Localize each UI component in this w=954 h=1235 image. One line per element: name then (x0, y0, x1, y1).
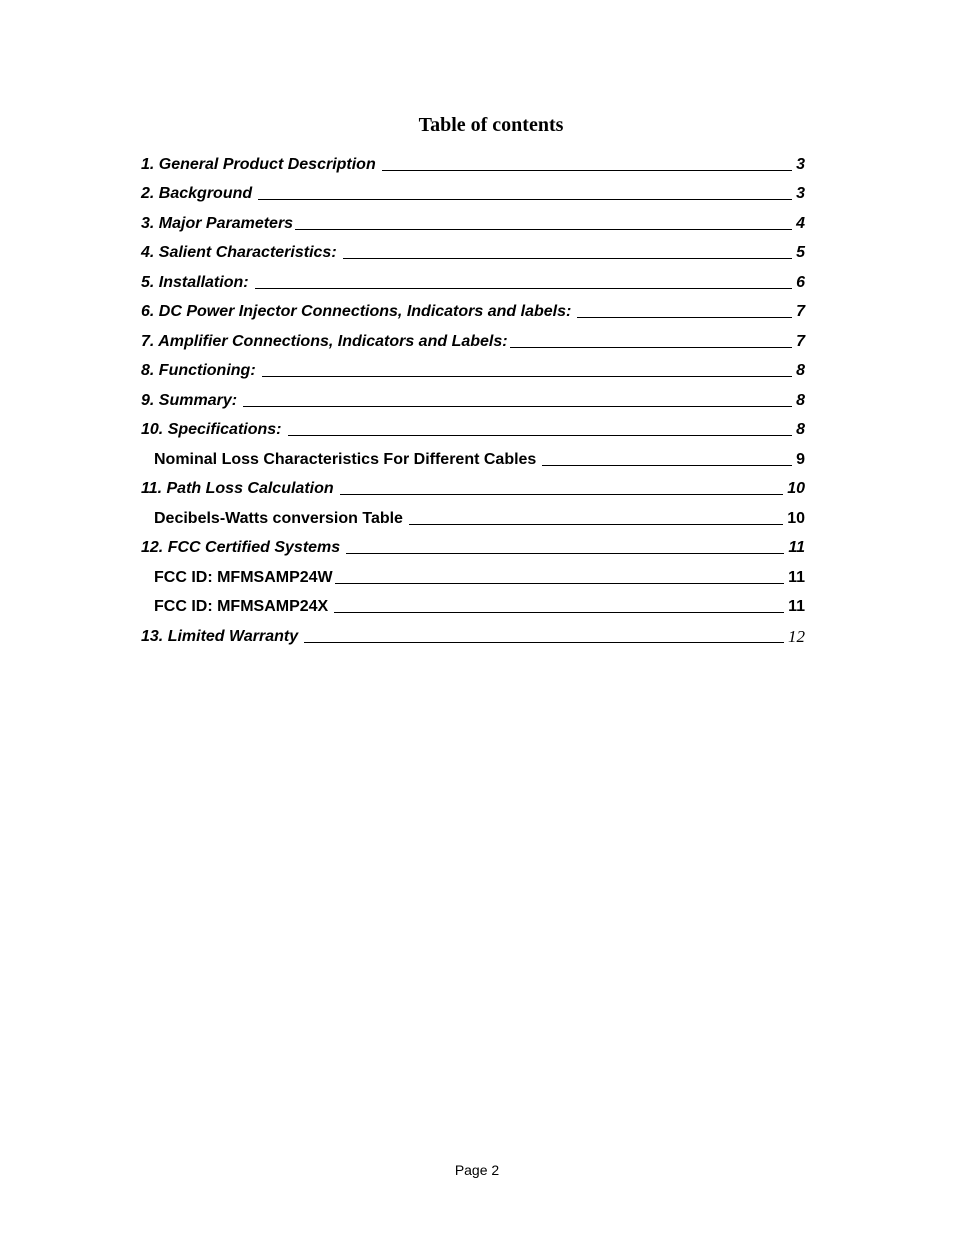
toc-entry[interactable] (141, 439, 805, 469)
toc-entry-page-number: 8 (796, 362, 805, 379)
toc-leader-line (577, 317, 792, 318)
toc-leader-line (382, 170, 792, 171)
toc-entry-page-number: 8 (796, 421, 805, 438)
toc-entry-page-number: 10 (787, 480, 805, 497)
toc-entry[interactable] (141, 557, 805, 587)
toc-entry-page-number: 5 (796, 244, 805, 261)
toc-entry-label: 13. Limited Warranty (141, 627, 299, 645)
toc-entry-label: FCC ID: MFMSAMP24W (154, 568, 333, 586)
toc-entry[interactable] (141, 528, 805, 558)
toc-entry[interactable] (141, 292, 805, 322)
toc-entry-page-number: 4 (796, 214, 805, 232)
toc-entry-label: 1. General Product Description (141, 155, 376, 173)
toc-entry-page-number: 11 (788, 598, 805, 615)
toc-entry[interactable] (141, 262, 805, 292)
toc-entry-page-number: 9 (796, 450, 805, 468)
toc-entry-page-number: 6 (796, 273, 805, 291)
toc-leader-line (510, 347, 793, 348)
toc-entry-label: 12. FCC Certified Systems (141, 539, 341, 556)
toc-leader-line (243, 406, 792, 407)
toc-entry[interactable] (141, 144, 805, 174)
toc-leader-line (343, 258, 792, 259)
toc-entry-label: 7. Amplifier Connections, Indicators and Labels: (141, 332, 508, 350)
toc-leader-line (542, 465, 792, 466)
toc-entry-label: 3. Major Parameters (141, 214, 294, 232)
toc-leader-line (262, 376, 792, 377)
toc-entry[interactable] (141, 616, 805, 646)
toc-leader-line (304, 642, 784, 643)
toc-entry-label: 2. Background (141, 185, 253, 202)
toc-entry-label: 11. Path Loss Calculation (141, 480, 334, 497)
toc-entry-page-number: 3 (796, 155, 805, 173)
toc-entry-page-number: 7 (796, 332, 805, 350)
toc-entry-page-number: 11 (788, 539, 805, 556)
toc-entry[interactable] (141, 233, 805, 263)
toc-entry-page-number: 11 (788, 568, 805, 586)
toc-leader-line (255, 288, 793, 289)
toc-leader-line (288, 435, 793, 436)
toc-entry[interactable] (141, 174, 805, 204)
toc-entry-label: 9. Summary: (141, 391, 238, 409)
toc-entry[interactable] (141, 321, 805, 351)
toc-entry[interactable] (141, 203, 805, 233)
toc-entry[interactable] (141, 498, 805, 528)
toc-entry-page-number: 3 (796, 185, 805, 202)
toc-entry-label: FCC ID: MFMSAMP24X (154, 598, 329, 615)
toc-list (141, 144, 805, 646)
toc-entry-label: 4. Salient Characteristics: (141, 244, 337, 261)
toc-entry[interactable] (141, 410, 805, 440)
toc-entry-label: Nominal Loss Characteristics For Different Cables (154, 450, 537, 468)
toc-entry-page-number: 7 (796, 303, 805, 320)
toc-leader-line (258, 199, 792, 200)
toc-entry[interactable] (141, 351, 805, 381)
page-number-footer: Page 2 (454, 1162, 500, 1178)
toc-leader-line (295, 229, 792, 230)
toc-entry-page-number: 10 (787, 509, 805, 527)
toc-leader-line (334, 612, 784, 613)
toc-entry-label: 10. Specifications: (141, 421, 282, 438)
toc-leader-line (346, 553, 784, 554)
toc-entry-page-number: 8 (796, 391, 805, 409)
toc-entry-page-number: 12 (788, 626, 805, 646)
toc-entry[interactable] (141, 380, 805, 410)
toc-leader-line (335, 583, 784, 584)
toc-title: Table of contents (418, 114, 564, 136)
toc-entry-label: 6. DC Power Injector Connections, Indicators and labels: (141, 303, 572, 320)
toc-entry-label: Decibels-Watts conversion Table (154, 509, 403, 527)
toc-entry-label: 5. Installation: (141, 273, 249, 291)
toc-leader-line (340, 494, 784, 495)
toc-entry[interactable] (141, 469, 805, 499)
toc-entry[interactable] (141, 587, 805, 617)
toc-leader-line (409, 524, 783, 525)
toc-entry-label: 8. Functioning: (141, 362, 256, 379)
